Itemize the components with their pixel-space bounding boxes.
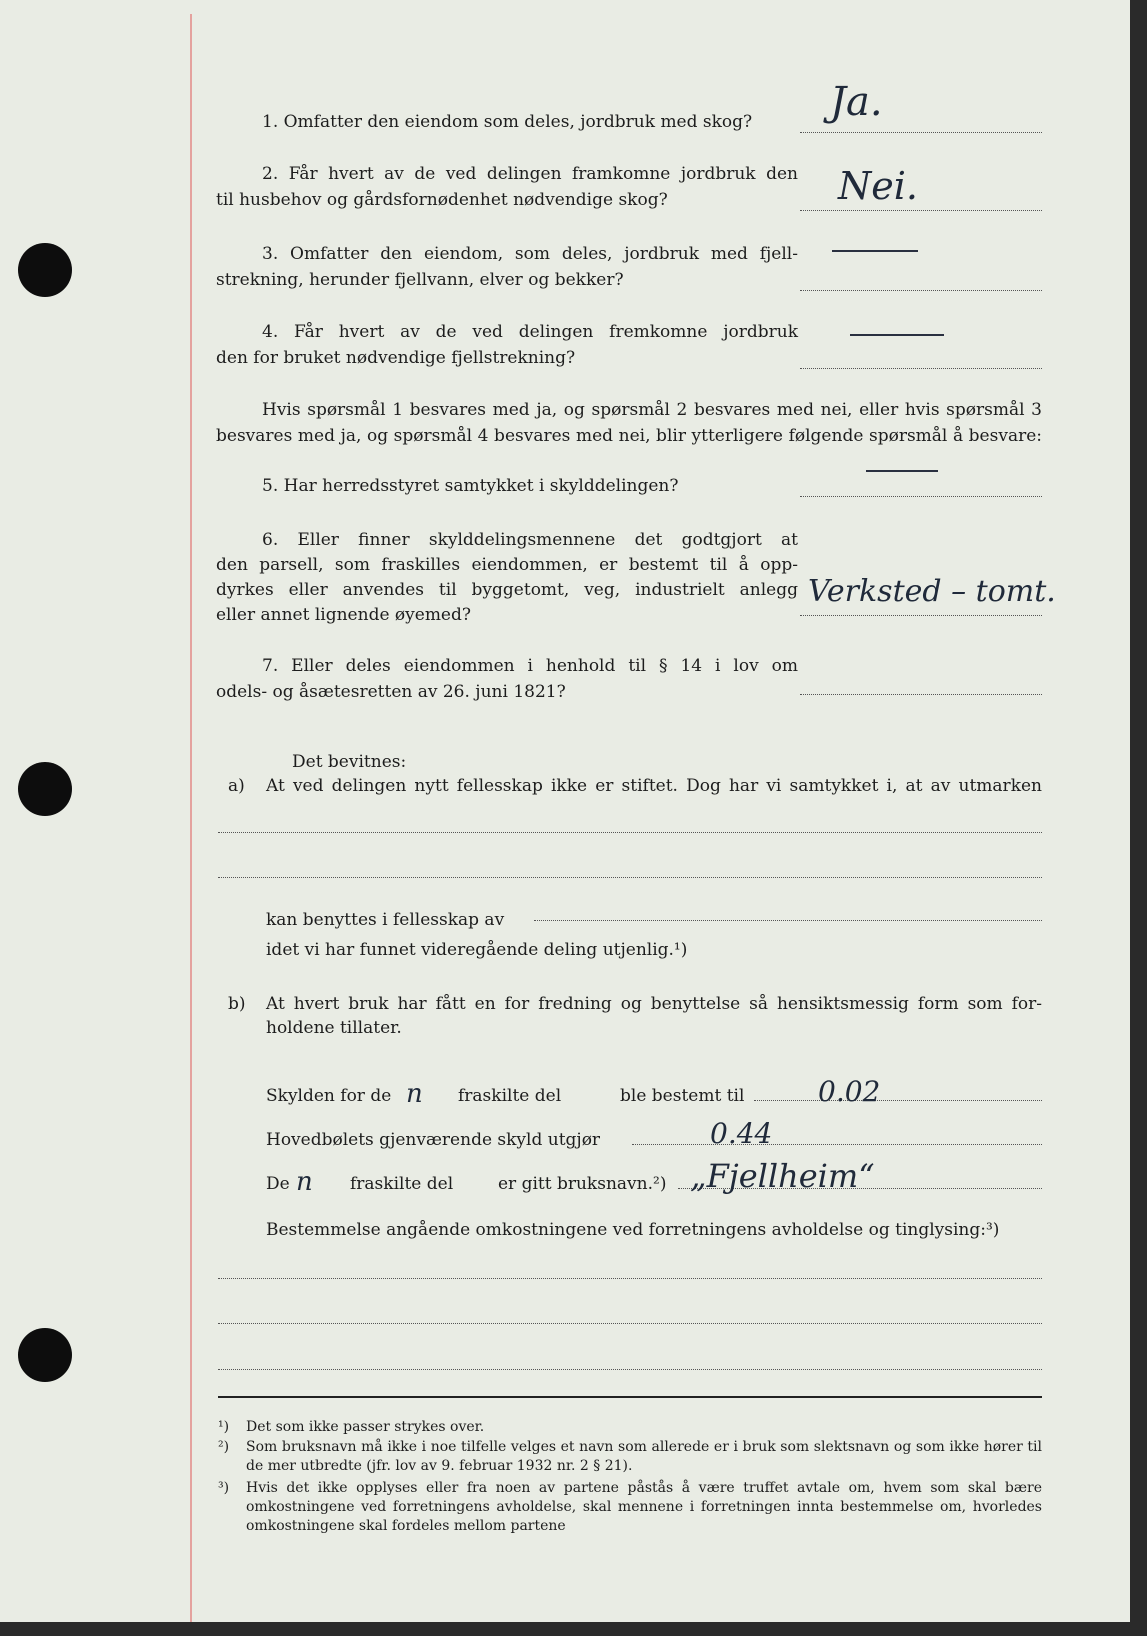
punch-hole xyxy=(18,243,72,297)
question-6-line-3: dyrkes eller anvendes til byggetomt, veg, industrielt anlegg xyxy=(216,580,798,600)
answer-6-handwritten: Verksted – tomt. xyxy=(808,574,1056,609)
question-2-line-2: til husbehov og gårdsfornødenhet nødvendige skog? xyxy=(216,190,668,210)
question-6-line-1: 6. Eller finner skylddelingsmennene det godtgjort at xyxy=(262,530,798,550)
attest-b-line-2: holdene tillater. xyxy=(266,1018,402,1038)
answer-line-7[interactable] xyxy=(800,694,1042,695)
punch-hole xyxy=(18,762,72,816)
answer-3-dash xyxy=(832,250,918,252)
footnote-1 xyxy=(218,1418,1042,1438)
question-3-line-2: strekning, herunder fjellvann, elver og bekker? xyxy=(216,270,624,290)
question-4-line-2: den for bruket nødvendige fjellstrekning? xyxy=(216,348,576,368)
footnote-3-text: Hvis det ikke opplyses eller fra noen av partene påstås å være truffet avtale om, hvem som skal bære omkostningene ved forretningens avholdelse, skal mennene i forretningen innta bestemmelse om, hvorledes omkostningene skal fordeles mellom partene xyxy=(246,1480,1042,1534)
hoved-label: Hovedbølets gjenværende skyld utgjør xyxy=(266,1130,601,1150)
question-5-line-1: 5. Har herredsstyret samtykket i skylddelingen? xyxy=(262,476,679,496)
attest-a-label: a) xyxy=(228,776,245,796)
skyld-prefix: Skylden for de xyxy=(266,1086,392,1106)
answer-line-2[interactable] xyxy=(800,210,1042,211)
attest-b-line-1: At hvert bruk har fått en for fredning og benyttelse så hensiktsmessig form som for‐ xyxy=(266,994,1042,1014)
answer-1-handwritten: Ja. xyxy=(830,79,883,125)
footnote-3 xyxy=(218,1479,1042,1539)
costs-line-3[interactable] xyxy=(218,1369,1042,1370)
costs-label: Bestemmelse angående omkostningene ved forretningens avholdelse og tinglysing:³) xyxy=(266,1220,1000,1240)
attest-a-text: At ved delingen nytt fellesskap ikke er stiftet. Dog har vi samtykket i, at av utmarken xyxy=(266,776,1042,796)
footnote-1-mark: ¹) xyxy=(218,1419,230,1435)
answer-4-dash xyxy=(850,334,944,336)
hoved-value-handwritten: 0.44 xyxy=(710,1117,773,1150)
costs-line-2[interactable] xyxy=(218,1323,1042,1324)
footnote-2 xyxy=(218,1438,1042,1478)
skyld-suffix: ble bestemt til xyxy=(620,1086,745,1106)
question-7-line-2: odels‐ og åsætesretten av 26. juni 1821? xyxy=(216,682,566,702)
question-3-line-1: 3. Omfatter den eiendom, som deles, jordbruk med fjell‐ xyxy=(262,244,798,264)
question-6-line-2: den parsell, som fraskilles eiendommen, er bestemt til å opp‐ xyxy=(216,555,798,575)
attest-a-line-1[interactable] xyxy=(218,832,1042,833)
footnote-3-mark: ³) xyxy=(218,1480,230,1496)
footnote-2-text: Som bruksnavn må ikke i noe tilfelle velges et navn som allerede er i bruk som slektsnavn og som ikke hører til de mer utbredte (jfr. lov av 9. februar 1932 nr. 2 § 21). xyxy=(246,1439,1042,1474)
hoved-value-line[interactable] xyxy=(632,1144,1042,1145)
footnote-2-mark: ²) xyxy=(218,1439,230,1455)
skyld-handwritten-suffix: n xyxy=(406,1079,423,1109)
skyld-value-handwritten: 0.02 xyxy=(818,1075,881,1108)
conditional-intro-line-2: besvares med ja, og spørsmål 4 besvares med nei, blir ytterligere følgende spørsmål å besvare: xyxy=(216,426,1042,446)
skyld-mid: fraskilte del xyxy=(458,1086,562,1106)
answer-line-4[interactable] xyxy=(800,368,1042,369)
name-suffix: er gitt bruksnavn.²) xyxy=(498,1174,667,1194)
skyld-value-line[interactable] xyxy=(754,1100,1042,1101)
name-prefix: De xyxy=(266,1174,290,1194)
shared-use-label: kan benyttes i fellesskap av xyxy=(266,910,505,930)
answer-line-6[interactable] xyxy=(800,615,1042,616)
shared-use-line[interactable] xyxy=(534,920,1042,921)
shared-use-tail: idet vi har funnet videregående deling utjenlig.¹) xyxy=(266,940,688,960)
answer-line-3[interactable] xyxy=(800,290,1042,291)
costs-line-1[interactable] xyxy=(218,1278,1042,1279)
question-2-line-1: 2. Får hvert av de ved delingen framkomne jordbruk den xyxy=(262,164,798,184)
question-1-line-1: 1. Omfatter den eiendom som deles, jordbruk med skog? xyxy=(262,112,753,132)
attest-heading: Det bevitnes: xyxy=(292,752,407,772)
question-4-line-1: 4. Får hvert av de ved delingen fremkomne jordbruk xyxy=(262,322,798,342)
footnote-separator xyxy=(218,1396,1042,1398)
footnote-1-text: Det som ikke passer strykes over. xyxy=(246,1419,485,1435)
punch-hole xyxy=(18,1328,72,1382)
conditional-intro-line-1: Hvis spørsmål 1 besvares med ja, og spørsmål 2 besvares med nei, eller hvis spørsmål 3 xyxy=(262,400,1042,420)
question-6-line-4: eller annet lignende øyemed? xyxy=(216,605,471,625)
attest-b-label: b) xyxy=(228,994,246,1014)
answer-2-handwritten: Nei. xyxy=(838,164,918,208)
name-handwritten-suffix: n xyxy=(296,1167,313,1197)
bruksnavn-handwritten: „Fjellheim“ xyxy=(690,1157,875,1195)
answer-5-dash xyxy=(866,470,938,472)
attest-a-line-2[interactable] xyxy=(218,877,1042,878)
question-7-line-1: 7. Eller deles eiendommen i henhold til § 14 i lov om xyxy=(262,656,798,676)
margin-rule xyxy=(190,14,192,1622)
name-mid: fraskilte del xyxy=(350,1174,454,1194)
answer-line-1[interactable] xyxy=(800,132,1042,133)
answer-line-5[interactable] xyxy=(800,496,1042,497)
